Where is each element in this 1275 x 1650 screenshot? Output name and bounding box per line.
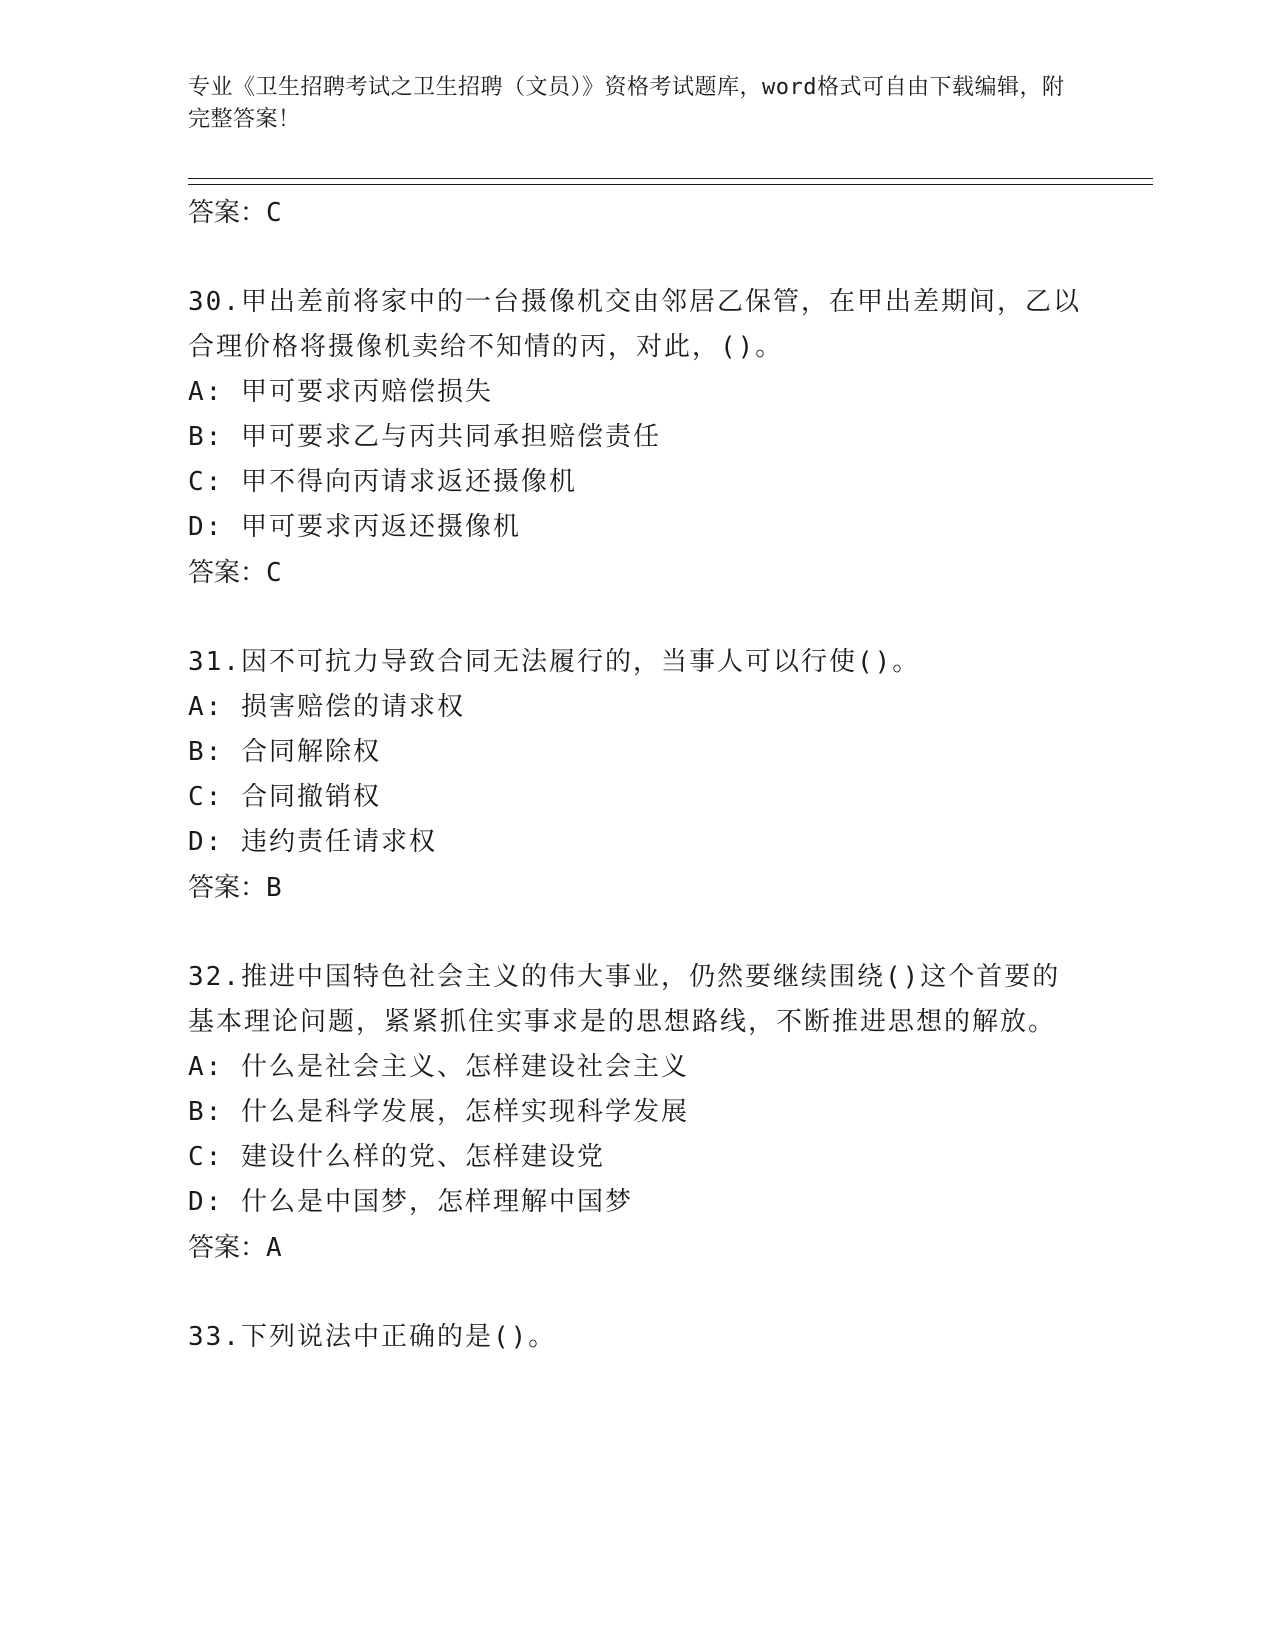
option-c: C: 建设什么样的党、怎样建设党 <box>188 1142 605 1172</box>
option-a: A: 损害赔偿的请求权 <box>188 692 465 722</box>
answer-value: A <box>266 1233 282 1263</box>
answer-label: 答案： <box>188 558 267 588</box>
question-block-30 <box>188 280 1088 596</box>
option-d: D: 甲可要求丙返还摄像机 <box>188 512 521 542</box>
answer-line <box>188 1225 1088 1271</box>
answer-line <box>188 190 1088 236</box>
header-double-rule <box>188 178 1153 185</box>
question-block-33 <box>188 1315 1088 1360</box>
option-b: B: 什么是科学发展，怎样实现科学发展 <box>188 1097 689 1127</box>
question-block-31 <box>188 640 1088 911</box>
question-text: 31.因不可抗力导致合同无法履行的，当事人可以行使()。 <box>188 647 921 677</box>
option-d: D: 违约责任请求权 <box>188 827 437 857</box>
answer-line <box>188 865 1088 911</box>
answer-value: C <box>266 198 282 228</box>
option-c: C: 甲不得向丙请求返还摄像机 <box>188 467 577 497</box>
question-text: 32.推进中国特色社会主义的伟大事业，仍然要继续围绕()这个首要的基本理论问题，紧紧抓住实事求是的思想路线，不断推进思想的解放。 <box>188 962 1061 1037</box>
option-a: A: 什么是社会主义、怎样建设社会主义 <box>188 1052 689 1082</box>
answer-label: 答案： <box>188 873 267 903</box>
answer-value: C <box>266 558 282 588</box>
option-b: B: 甲可要求乙与丙共同承担赔偿责任 <box>188 422 661 452</box>
answer-value: B <box>266 873 282 903</box>
option-a: A: 甲可要求丙赔偿损失 <box>188 377 493 407</box>
question-text: 33.下列说法中正确的是()。 <box>188 1322 557 1352</box>
question-list <box>188 190 1088 1360</box>
option-d: D: 什么是中国梦，怎样理解中国梦 <box>188 1187 633 1217</box>
header-note: 专业《卫生招聘考试之卫生招聘（文员）》资格考试题库，word格式可自由下载编辑，附完整答案！ <box>188 75 1065 132</box>
option-b: B: 合同解除权 <box>188 737 381 767</box>
question-text: 30.甲出差前将家中的一台摄像机交由邻居乙保管，在甲出差期间，乙以合理价格将摄像机卖给不知情的丙，对此，()。 <box>188 287 1081 362</box>
answer-label: 答案： <box>188 1233 267 1263</box>
answer-line <box>188 550 1088 596</box>
option-c: C: 合同撤销权 <box>188 782 381 812</box>
answer-label: 答案： <box>188 198 267 228</box>
question-block-32 <box>188 955 1088 1271</box>
